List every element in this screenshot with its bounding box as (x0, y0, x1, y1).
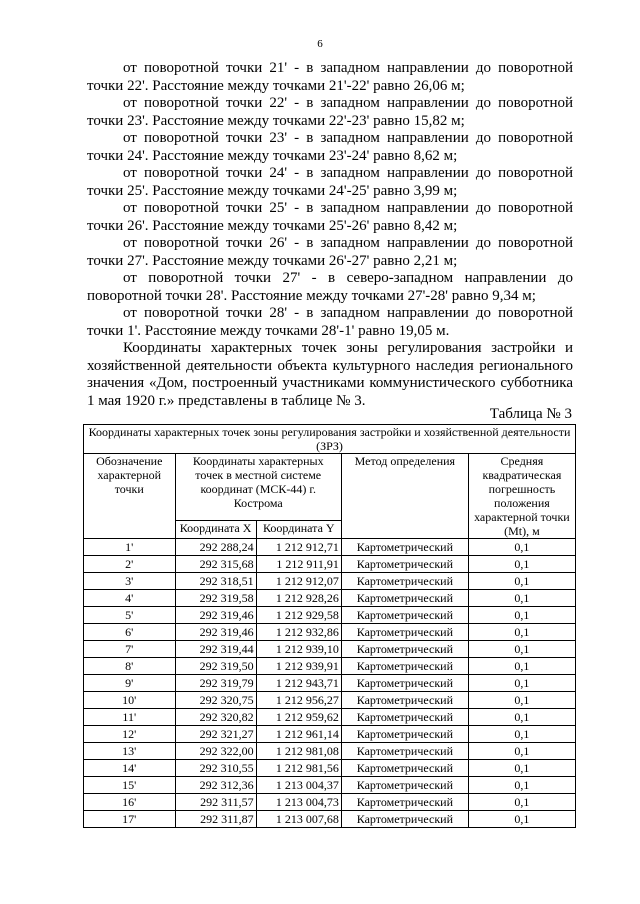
x-cell: 292 315,68 (175, 556, 256, 573)
table-row (84, 590, 576, 607)
y-cell: 1 212 928,26 (256, 590, 341, 607)
error-cell: 0,1 (468, 743, 575, 760)
x-cell: 292 321,27 (175, 726, 256, 743)
x-cell: 292 322,00 (175, 743, 256, 760)
table-caption: Таблица № 3 (489, 406, 572, 422)
y-cell: 1 213 004,37 (256, 777, 341, 794)
y-cell: 1 212 929,58 (256, 607, 341, 624)
y-cell: 1 212 939,10 (256, 641, 341, 658)
point-cell: 7' (84, 641, 176, 658)
point-cell: 12' (84, 726, 176, 743)
point-cell: 17' (84, 811, 176, 828)
y-cell: 1 213 004,73 (256, 794, 341, 811)
x-cell: 292 319,46 (175, 624, 256, 641)
paragraph: от поворотной точки 23' - в западном направлении до поворотной точки 24'. Расстояние между точками 23'-24' равно 8,62 м; (87, 130, 573, 164)
method-cell: Картометрический (341, 760, 468, 777)
x-cell: 292 310,55 (175, 760, 256, 777)
table-row (84, 624, 576, 641)
table-row (84, 539, 576, 556)
point-cell: 14' (84, 760, 176, 777)
error-cell: 0,1 (468, 539, 575, 556)
point-cell: 10' (84, 692, 176, 709)
y-cell: 1 212 981,08 (256, 743, 341, 760)
method-cell: Картометрический (341, 590, 468, 607)
coordinates-table (83, 424, 576, 828)
table-row (84, 794, 576, 811)
table-row (84, 675, 576, 692)
table-row (84, 573, 576, 590)
table-row (84, 709, 576, 726)
error-cell: 0,1 (468, 573, 575, 590)
point-cell: 2' (84, 556, 176, 573)
error-cell: 0,1 (468, 794, 575, 811)
header-y: Координата Y (256, 521, 341, 539)
header-coords-group: Координаты характерных точек в местной системе координат (МСК-44) г. Кострома (175, 454, 341, 521)
table-row (84, 607, 576, 624)
paragraph: от поворотной точки 24' - в западном направлении до поворотной точки 25'. Расстояние между точками 24'-25' равно 3,99 м; (87, 165, 573, 199)
table-row (84, 692, 576, 709)
table-row (84, 641, 576, 658)
point-cell: 11' (84, 709, 176, 726)
method-cell: Картометрический (341, 539, 468, 556)
method-cell: Картометрический (341, 692, 468, 709)
y-cell: 1 212 912,07 (256, 573, 341, 590)
page-number: 6 (317, 38, 323, 50)
point-cell: 3' (84, 573, 176, 590)
method-cell: Картометрический (341, 556, 468, 573)
table-row (84, 658, 576, 675)
method-cell: Картометрический (341, 726, 468, 743)
point-cell: 6' (84, 624, 176, 641)
paragraph: от поворотной точки 21' - в западном направлении до поворотной точки 22'. Расстояние между точками 21'-22' равно 26,06 м; (87, 60, 573, 94)
y-cell: 1 212 961,14 (256, 726, 341, 743)
method-cell: Картометрический (341, 658, 468, 675)
y-cell: 1 213 007,68 (256, 811, 341, 828)
x-cell: 292 312,36 (175, 777, 256, 794)
table-row (84, 777, 576, 794)
x-cell: 292 319,50 (175, 658, 256, 675)
method-cell: Картометрический (341, 777, 468, 794)
error-cell: 0,1 (468, 709, 575, 726)
error-cell: 0,1 (468, 726, 575, 743)
paragraph: от поворотной точки 22' - в западном направлении до поворотной точки 23'. Расстояние между точками 22'-23' равно 15,82 м; (87, 95, 573, 129)
point-cell: 16' (84, 794, 176, 811)
error-cell: 0,1 (468, 675, 575, 692)
error-cell: 0,1 (468, 692, 575, 709)
table-title: Координаты характерных точек зоны регулирования застройки и хозяйственной деятельности (ЗРЗ) (84, 425, 576, 454)
error-cell: 0,1 (468, 777, 575, 794)
x-cell: 292 319,46 (175, 607, 256, 624)
x-cell: 292 319,44 (175, 641, 256, 658)
x-cell: 292 319,79 (175, 675, 256, 692)
point-cell: 4' (84, 590, 176, 607)
x-cell: 292 320,75 (175, 692, 256, 709)
x-cell: 292 311,57 (175, 794, 256, 811)
table-row (84, 726, 576, 743)
header-error: Средняя квадратическая погрешность положения характерной точки (Mt), м (468, 454, 575, 539)
method-cell: Картометрический (341, 794, 468, 811)
point-cell: 1' (84, 539, 176, 556)
y-cell: 1 212 943,71 (256, 675, 341, 692)
point-cell: 13' (84, 743, 176, 760)
header-method: Метод определения (341, 454, 468, 539)
method-cell: Картометрический (341, 641, 468, 658)
method-cell: Картометрический (341, 743, 468, 760)
body-text (87, 60, 573, 410)
y-cell: 1 212 981,56 (256, 760, 341, 777)
point-cell: 9' (84, 675, 176, 692)
y-cell: 1 212 956,27 (256, 692, 341, 709)
paragraph: от поворотной точки 26' - в западном направлении до поворотной точки 27'. Расстояние между точками 26'-27' равно 2,21 м; (87, 235, 573, 269)
method-cell: Картометрический (341, 573, 468, 590)
point-cell: 5' (84, 607, 176, 624)
paragraph: Координаты характерных точек зоны регулирования застройки и хозяйственной деятельности объекта культурного наследия регионального значения «Дом, построенный участниками коммунистического субботника 1 мая 1920 г.» представлены в таблице № 3. (87, 340, 573, 409)
table-row (84, 811, 576, 828)
error-cell: 0,1 (468, 590, 575, 607)
point-cell: 15' (84, 777, 176, 794)
paragraph: от поворотной точки 27' - в северо-западном направлении до поворотной точки 28'. Расстояние между точками 27'-28' равно 9,34 м; (87, 270, 573, 304)
method-cell: Картометрический (341, 607, 468, 624)
header-x: Координата X (175, 521, 256, 539)
x-cell: 292 320,82 (175, 709, 256, 726)
error-cell: 0,1 (468, 811, 575, 828)
error-cell: 0,1 (468, 760, 575, 777)
method-cell: Картометрический (341, 709, 468, 726)
error-cell: 0,1 (468, 658, 575, 675)
table-row (84, 743, 576, 760)
method-cell: Картометрический (341, 624, 468, 641)
x-cell: 292 318,51 (175, 573, 256, 590)
error-cell: 0,1 (468, 556, 575, 573)
error-cell: 0,1 (468, 624, 575, 641)
header-designation: Обозначение характерной точки (84, 454, 176, 539)
error-cell: 0,1 (468, 607, 575, 624)
method-cell: Картометрический (341, 675, 468, 692)
y-cell: 1 212 959,62 (256, 709, 341, 726)
method-cell: Картометрический (341, 811, 468, 828)
error-cell: 0,1 (468, 641, 575, 658)
y-cell: 1 212 939,91 (256, 658, 341, 675)
y-cell: 1 212 932,86 (256, 624, 341, 641)
y-cell: 1 212 912,71 (256, 539, 341, 556)
x-cell: 292 311,87 (175, 811, 256, 828)
y-cell: 1 212 911,91 (256, 556, 341, 573)
table-row (84, 556, 576, 573)
table-row (84, 760, 576, 777)
x-cell: 292 319,58 (175, 590, 256, 607)
paragraph: от поворотной точки 25' - в западном направлении до поворотной точки 26'. Расстояние между точками 25'-26' равно 8,42 м; (87, 200, 573, 234)
point-cell: 8' (84, 658, 176, 675)
paragraph: от поворотной точки 28' - в западном направлении до поворотной точки 1'. Расстояние между точками 28'-1' равно 19,05 м. (87, 305, 573, 339)
x-cell: 292 288,24 (175, 539, 256, 556)
